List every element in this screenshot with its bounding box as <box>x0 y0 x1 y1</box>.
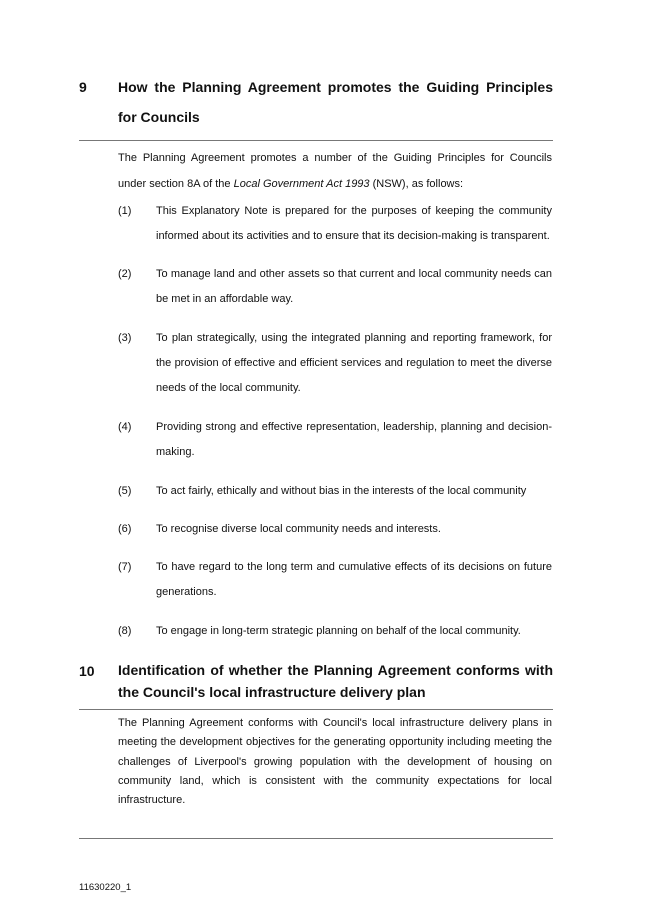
list-item-number: (2) <box>118 268 132 280</box>
list-item-text: To have regard to the long term and cumulative effects of its decisions on future generations. <box>156 561 552 598</box>
section-10-rule <box>79 709 553 710</box>
list-item-text: To plan strategically, using the integrated planning and reporting framework, for the provision of effective and efficient services and regulation to meet the diverse needs of the local community. <box>156 332 552 394</box>
list-item-number: (4) <box>118 421 132 433</box>
list-item-text: To engage in long-term strategic planning on behalf of the local community. <box>156 625 521 637</box>
list-item-text: Providing strong and effective representation, leadership, planning and decision-making. <box>156 421 552 458</box>
list-item-number: (7) <box>118 561 132 573</box>
section-10-number: 10 <box>79 663 95 679</box>
section-9-rule <box>79 140 553 141</box>
section-10-body: The Planning Agreement conforms with Council's local infrastructure delivery plans in meeting the development objectives for the generating opportunity including meeting the challenges of Liverpool's growing population with the development of housing on community land, which is consistent with the community expectations for local infrastructure. <box>118 717 552 807</box>
list-item-text: To manage land and other assets so that current and local community needs can be met in an affordable way. <box>156 268 552 305</box>
section-9-number: 9 <box>79 79 87 95</box>
list-item-number: (5) <box>118 485 132 497</box>
list-item-text: This Explanatory Note is prepared for the purposes of keeping the community informed about its activities and to ensure that its decision-making is transparent. <box>156 205 552 242</box>
list-item-number: (1) <box>118 205 132 217</box>
list-item-number: (6) <box>118 523 132 535</box>
section-10-title: Identification of whether the Planning Agreement conforms with the Council's local infrastructure delivery plan <box>118 662 553 700</box>
section-9-intro-text-end: (NSW), as follows: <box>369 178 464 190</box>
section-9-intro <box>118 145 552 197</box>
bottom-rule <box>79 838 553 839</box>
list-item-number: (3) <box>118 332 132 344</box>
list-item-text: To recognise diverse local community needs and interests. <box>156 523 441 535</box>
section-9-title: How the Planning Agreement promotes the Guiding Principles for Councils <box>118 79 553 125</box>
section-9-intro-text: The Planning Agreement promotes a number of the Guiding Principles for Councils under section 8A of the <box>118 152 552 190</box>
section-9-intro-act: Local Government Act 1993 <box>233 178 370 190</box>
footer-doc-id: 11630220_1 <box>79 882 132 893</box>
list-item-text: To act fairly, ethically and without bias in the interests of the local community <box>156 485 527 497</box>
list-item-number: (8) <box>118 625 132 637</box>
